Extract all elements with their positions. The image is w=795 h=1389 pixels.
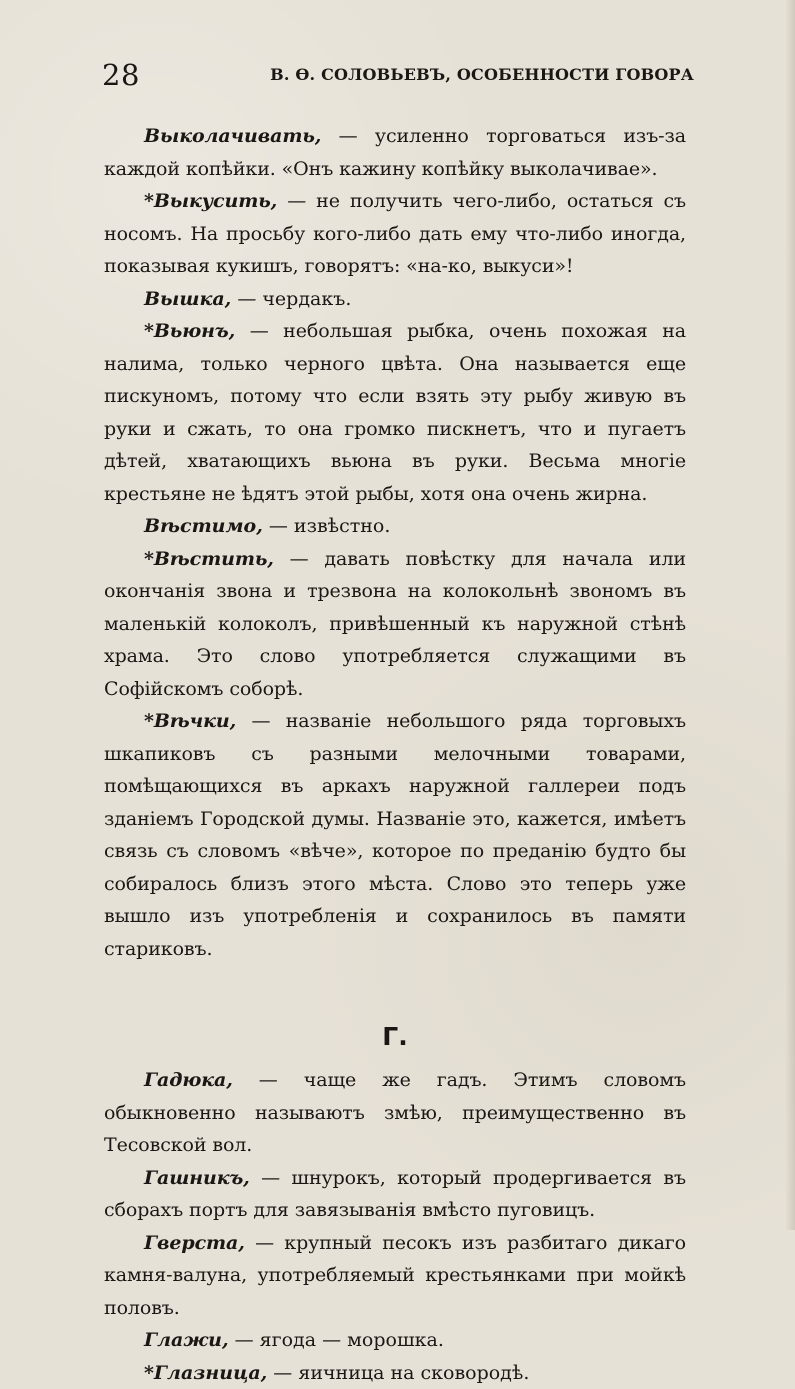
- entry-vechki: [104, 705, 686, 965]
- headword: Глажи,: [144, 1329, 229, 1351]
- definition: — извѣстно.: [263, 515, 391, 537]
- headword: *Глазница,: [144, 1362, 267, 1384]
- entry-vyun: [104, 315, 686, 510]
- definition: — усиленно торговаться изъ-за каждой копѣйки. «Онъ кажину копѣйку выколачивае».: [104, 125, 686, 180]
- running-title: В. Ѳ. СОЛОВЬЕВЪ, ОСОБЕННОСТИ ГОВОРА: [227, 64, 694, 86]
- headword: *Выкусить,: [144, 190, 277, 212]
- page-edge-shadow: [785, 0, 795, 1230]
- section-letter-g: Г.: [104, 1020, 686, 1054]
- headword: Гверста,: [144, 1232, 245, 1254]
- dictionary-text: [104, 120, 686, 1389]
- headword: *Вѣстить,: [144, 548, 274, 570]
- definition: — яичница на сковородѣ.: [267, 1362, 529, 1384]
- headword: Гашникъ,: [144, 1167, 250, 1189]
- entry-glazhi: [104, 1324, 686, 1357]
- entry-vykusit: [104, 185, 686, 283]
- entry-gversta: [104, 1227, 686, 1325]
- definition: — небольшая рыбка, очень похожая на налима, только черного цвѣта. Она называется еще пискуномъ, потому что если взять эту рыбу живую въ руки и сжать, то она громко пискнетъ, что и пугаетъ дѣтей, хватающихъ вьюна въ руки. Весьма многіе крестьяне не ѣдятъ этой рыбы, хотя она очень жирна.: [104, 320, 686, 505]
- definition: — давать повѣстку для начала или окончанія звона и трезвона на колокольнѣ звономъ въ маленькій колоколъ, привѣшенный къ наружной стѣнѣ храма. Это слово употребляется служащими въ Софійскомъ соборѣ.: [104, 548, 686, 700]
- entry-vestit: [104, 543, 686, 706]
- headword: Выколачивать,: [144, 125, 321, 147]
- definition: — не получить чего-либо, остаться съ носомъ. На просьбу кого-либо дать ему что-либо иногда, показывая кукишъ, говорятъ: «на-ко, выкуси»!: [104, 190, 686, 277]
- definition: — чаще же гадъ. Этимъ словомъ обыкновенно называютъ змѣю, преимущественно въ Тесовской вол.: [104, 1069, 686, 1156]
- entry-gadyuka: [104, 1064, 686, 1162]
- entry-vykolachivat: [104, 120, 686, 185]
- entry-vyshka: [104, 283, 686, 316]
- entry-gashnik: [104, 1162, 686, 1227]
- definition: — названіе небольшого ряда торговыхъ шкапиковъ съ разными мелочными товарами, помѣщающихся въ аркахъ наружной галлереи подъ зданіемъ Городской думы. Названіе это, кажется, имѣетъ связь съ словомъ «вѣче», которое по преданію будто бы собиралось близъ этого мѣста. Слово это теперь уже вышло изъ употребленія и сохранилось въ памяти стариковъ.: [104, 710, 686, 960]
- entry-glaznitsa: [104, 1357, 686, 1389]
- definition: — крупный песокъ изъ разбитаго дикаго камня-валуна, употребляемый крестьянками при мойкѣ половъ.: [104, 1232, 686, 1319]
- headword: Гадюка,: [144, 1069, 233, 1091]
- definition: — ягода — морошка.: [229, 1329, 444, 1351]
- definition: — шнурокъ, который продергивается въ сборахъ портъ для завязыванія вмѣсто пуговицъ.: [104, 1167, 686, 1222]
- entry-vestimo: [104, 510, 686, 543]
- headword: *Вьюнъ,: [144, 320, 235, 342]
- headword: *Вѣчки,: [144, 710, 236, 732]
- headword: Вѣстимо,: [144, 515, 263, 537]
- page-number: 28: [102, 58, 140, 92]
- headword: Вышка,: [144, 288, 231, 310]
- page-header: [102, 58, 694, 92]
- definition: — чердакъ.: [231, 288, 351, 310]
